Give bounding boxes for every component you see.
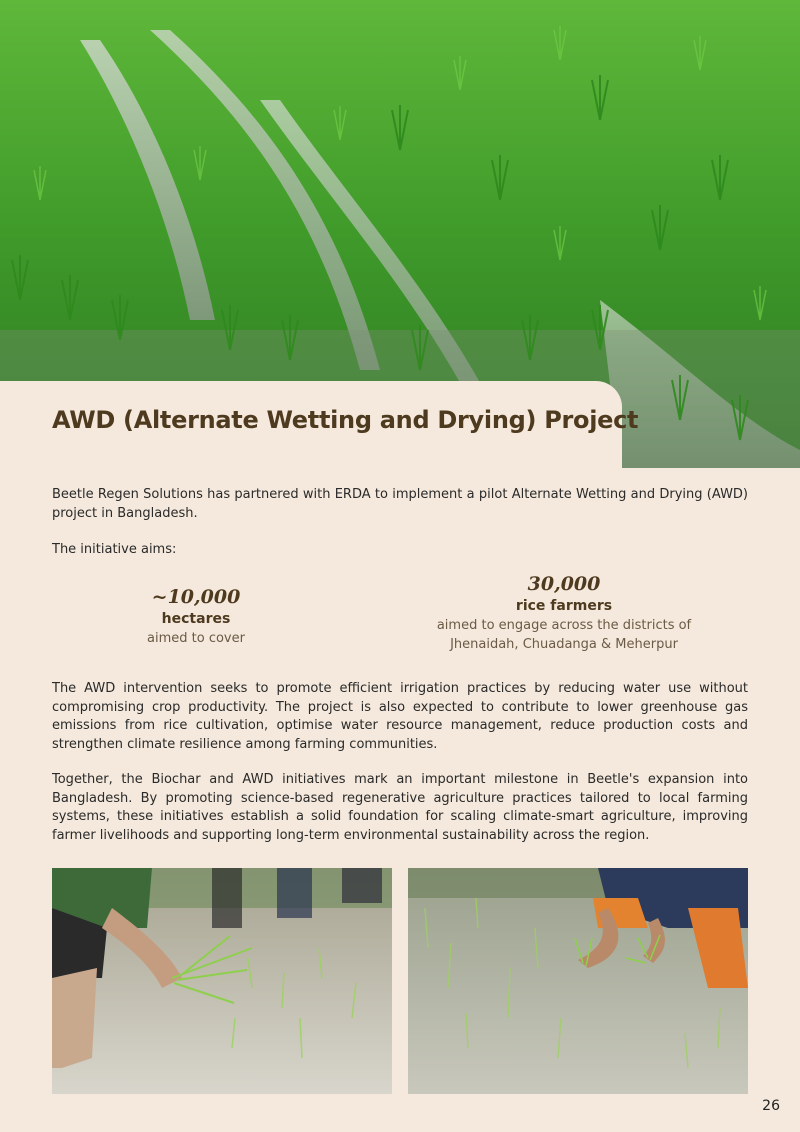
conclusion-paragraph: Together, the Biochar and AWD initiatives mark an important milestone in Beetle's expansion into Bangladesh. By promoting science-based regenerative agriculture practices tailored to local farming systems, these initiatives establish a solid foundation for scaling climate-smart agriculture, improving farmer livelihoods and supporting long-term environmental sustainability across the region. [52, 772, 748, 843]
page-number: 26 [762, 1098, 780, 1114]
stat-farmers-description-line2: Jhenaidah, Chuadanga & Meherpur [450, 637, 678, 652]
aims-lead-text: The initiative aims: [52, 542, 177, 557]
awd-intervention-paragraph: The AWD intervention seeks to promote efficient irrigation practices by reducing water use without compromising crop productivity. The project is also expected to contribute to lower greenhouse gas emissions from rice cultivation, optimise water resource management, reduce production costs and strengthen climate resilience among farming communities. [52, 681, 748, 752]
stat-rice-farmers [404, 572, 724, 654]
stat-farmers-unit: rice farmers [515, 598, 613, 614]
stat-farmers-description-line1: aimed to engage across the districts of [436, 618, 692, 633]
intro-paragraph: Beetle Regen Solutions has partnered with ERDA to implement a pilot Alternate Wetting and Drying (AWD) project in Bangladesh. [52, 487, 748, 521]
stat-hectares-unit: hectares [161, 611, 231, 627]
photo-farmer-planting-left [52, 868, 392, 1094]
stat-hectares-description: aimed to cover [147, 631, 245, 646]
photo-farmers-transplanting-right [408, 868, 748, 1094]
stat-hectares-value: ~10,000 [151, 586, 241, 608]
stat-hectares [96, 585, 296, 648]
stat-farmers-value: 30,000 [527, 573, 601, 595]
page-title: AWD (Alternate Wetting and Drying) Project [52, 406, 639, 434]
